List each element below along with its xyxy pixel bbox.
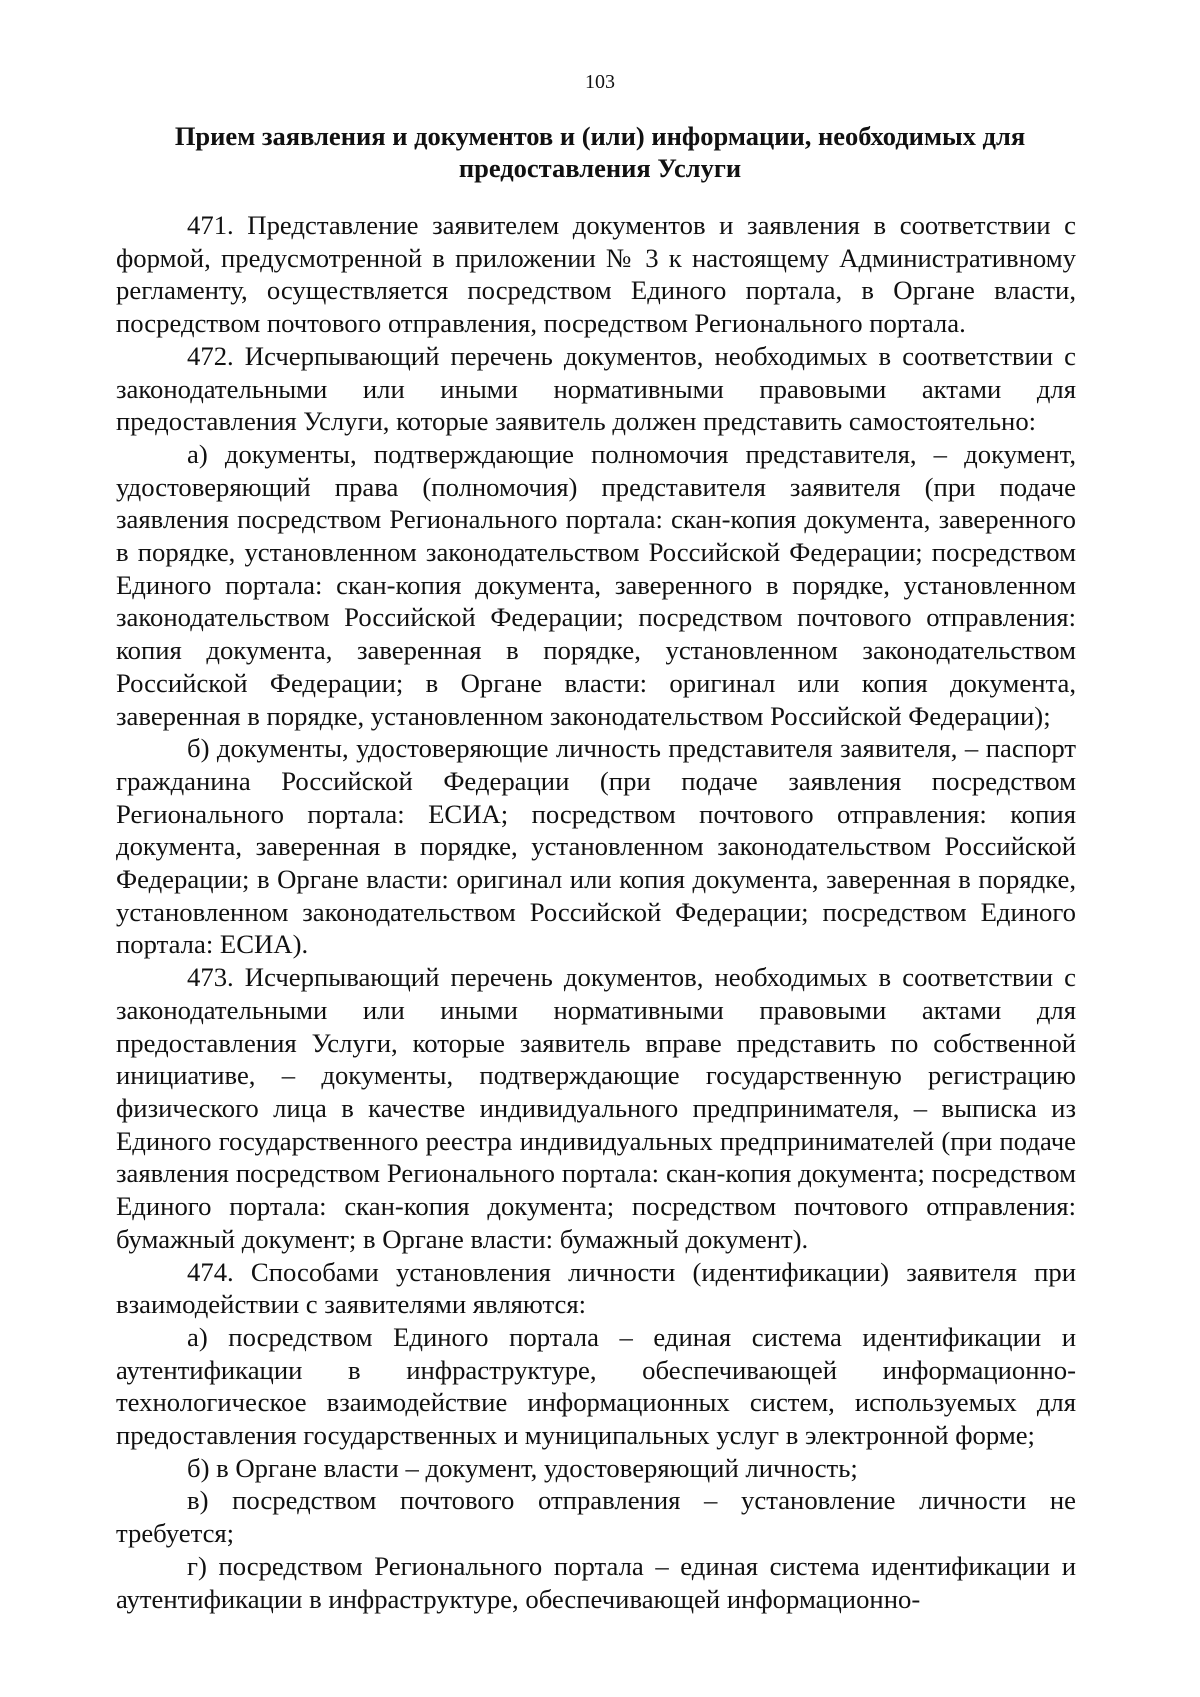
paragraph-472: 472. Исчерпывающий перечень документов, необходимых в соответствии с законодательными или иными нормативными правовыми актами для предоставления Услуги, которые заявитель должен представить самостоятельно: [116,340,1076,437]
section-heading-line-2: предоставления Услуги [458,153,742,183]
paragraph-474-v: в) посредством почтового отправления – установление личности не требуется; [116,1485,1076,1549]
section-heading [150,120,1050,184]
paragraph-474: 474. Способами установления личности (идентификации) заявителя при взаимодействии с заявителями являются: [116,1256,1076,1320]
paragraph-473: 473. Исчерпывающий перечень документов, необходимых в соответствии с законодательными или иными нормативными правовыми актами для предоставления Услуги, которые заявитель вправе представить по собственной инициативе, – документы, подтверждающие государственную регистрацию физического лица в качестве индивидуального предпринимателя, – выписка из Единого государственного реестра индивидуальных предпринимателей (при подаче заявления посредством Регионального портала: скан-копия документа; посредством Единого портала: скан-копия документа; посредством почтового отправления: бумажный документ; в Органе власти: бумажный документ). [116,962,1076,1254]
document-body [116,209,1076,1615]
section-heading-line-1: Прием заявления и документов и (или) информации, необходимых для [174,121,1026,151]
paragraph-474-g: г) посредством Регионального портала – единая система идентификации и аутентификации в инфраструктуре, обеспечивающей информационно- [116,1550,1076,1614]
page-number: 103 [585,71,615,93]
paragraph-472-a: а) документы, подтверждающие полномочия представителя, – документ, удостоверяющий права (полномочия) представителя заявителя (при подаче заявления посредством Регионального портала: скан-копия документа, заверенного в порядке, установленном законодательством Российской Федерации; посредством Единого портала: скан-копия документа, заверенного в порядке, установленном законодательством Российской Федерации; посредством почтового отправления: копия документа, заверенная в порядке, установленном законодательством Российской Федерации; в Органе власти: оригинал или копия документа, заверенная в порядке, установленном законодательством Российской Федерации); [116,438,1076,731]
paragraph-472-b: б) документы, удостоверяющие личность представителя заявителя, – паспорт гражданина Российской Федерации (при подаче заявления посредством Регионального портала: ЕСИА; посредством почтового отправления: копия документа, заверенная в порядке, установленном законодательством Российской Федерации; в Органе власти: оригинал или копия документа, заверенная в порядке, установленном законодательством Российской Федерации; посредством Единого портала: ЕСИА). [116,733,1076,960]
paragraph-474-a: а) посредством Единого портала – единая система идентификации и аутентификации в инфраструктуре, обеспечивающей информационно-технологическое взаимодействие информационных систем, используемых для предоставления государственных и муниципальных услуг в электронной форме; [116,1321,1076,1451]
paragraph-474-b: б) в Органе власти – документ, удостоверяющий личность; [187,1452,858,1483]
paragraph-471: 471. Представление заявителем документов и заявления в соответствии с формой, предусмотренной в приложении № 3 к настоящему Административному регламенту, осуществляется посредством Единого портала, в Органе власти, посредством почтового отправления, посредством Регионального портала. [116,210,1076,339]
